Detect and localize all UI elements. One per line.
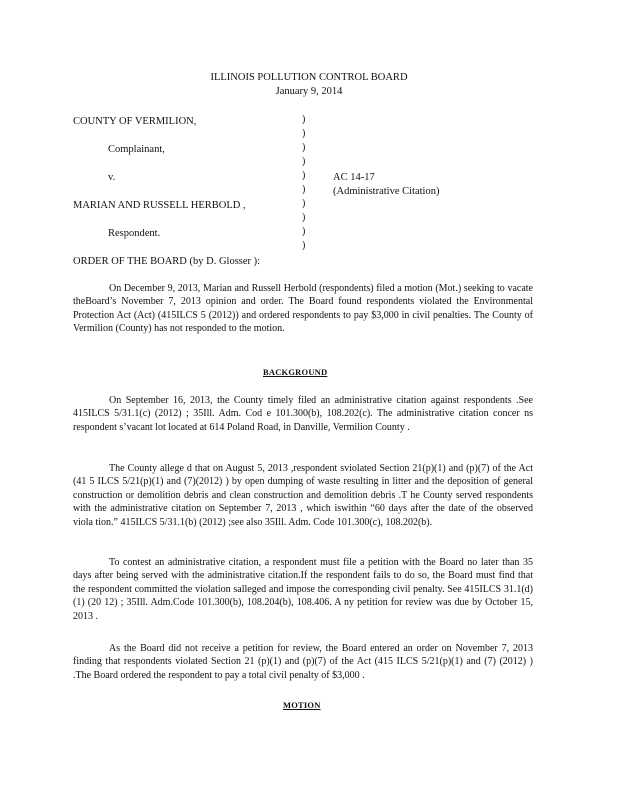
paragraph-1: On December 9, 2013, Marian and Russell Herbold (respondents) filed a motion (Mot.) seeking to vacate theBoard’s November 7, 2013 opinion and order. The Board found respondents violated the Environmental Protection Act (Act) (415ILCS 5 (2012)) and ordered respondents to pay $3,000 in civil penalties. The County of Vermilion (County) has not responded to the motion. — [73, 283, 533, 335]
paren: ) — [302, 226, 306, 237]
paragraph-2: On September 16, 2013, the County timely filed an administrative citation against respondents .See 415ILCS 5/31.1(c) (2012) ; 35Ill. Adm. Cod e 101.300(b), 108.202(c). The administrative citation concer ns respondent s’vacant lot located at 614 Poland Road, in Danville, Vermilion County . — [73, 395, 533, 433]
paren: ) — [302, 212, 306, 223]
order-date: January 9, 2014 — [275, 86, 343, 97]
case-number: AC 14-17 — [333, 172, 375, 183]
case-type: (Administrative Citation) — [333, 186, 440, 197]
caption-respondent-label: Respondent. — [108, 228, 161, 239]
paren: ) — [302, 156, 306, 167]
order-line: ORDER OF THE BOARD (by D. Glosser ): — [73, 256, 261, 267]
paren: ) — [302, 170, 306, 181]
paren: ) — [302, 142, 306, 153]
paren: ) — [302, 128, 306, 139]
caption-versus: v. — [108, 172, 116, 183]
caption-complainant: Complainant, — [108, 144, 165, 155]
paren: ) — [302, 198, 306, 209]
board-name: ILLINOIS POLLUTION CONTROL BOARD — [210, 72, 408, 83]
paragraph-5: As the Board did not receive a petition for review, the Board entered an order on November 7, 2013 finding that respondents violated Section 21 (p)(1) and (p)(7) of the Act (415 ILCS 5/21(p)(1) and (7) (2012) ) .The Board ordered the respondent to pay a total civil penalty of $3,000 . — [73, 643, 533, 681]
background-heading: BACKGROUND — [263, 367, 328, 377]
caption-parentheses — [302, 113, 305, 253]
caption-county: COUNTY OF VERMILION, — [73, 116, 197, 127]
caption-respondents: MARIAN AND RUSSELL HERBOLD , — [73, 200, 246, 211]
paragraph-3: The County allege d that on August 5, 2013 ,respondent sviolated Section 21(p)(1) and (p)(7) of the Act (41 5 ILCS 5/21(p)(1) and (7)(2012) ) by open dumping of waste resulting in litter and the deposition of general construction or demolition debris and clean construction and demolition debris .T he County served respondents with the administrative citation on September 7, 2013 , which iswithin “60 days after the date of the observed viola tion.” 415ILCS 5/31.1(b) (2012) ;see also 35Ill. Adm. Code 101.300(c), 108.202(b). — [73, 463, 533, 528]
paren: ) — [302, 240, 306, 251]
paren: ) — [302, 184, 306, 195]
paragraph-4: To contest an administrative citation, a respondent must file a petition with the Board no later than 35 days after being served with the administrative citation.If the respondent fails to do so, the Board must find that the respondent committed the violation salleged and impose the corresponding civil penalty. See 415ILCS 31.1(d)(1) (20 12) ; 35Ill. Adm.Code 101.300(b), 108.204(b), 108.406. A ny petition for review was due by October 15, 2013 . — [73, 557, 533, 622]
motion-heading: MOTION — [283, 700, 321, 710]
paren: ) — [302, 114, 306, 125]
